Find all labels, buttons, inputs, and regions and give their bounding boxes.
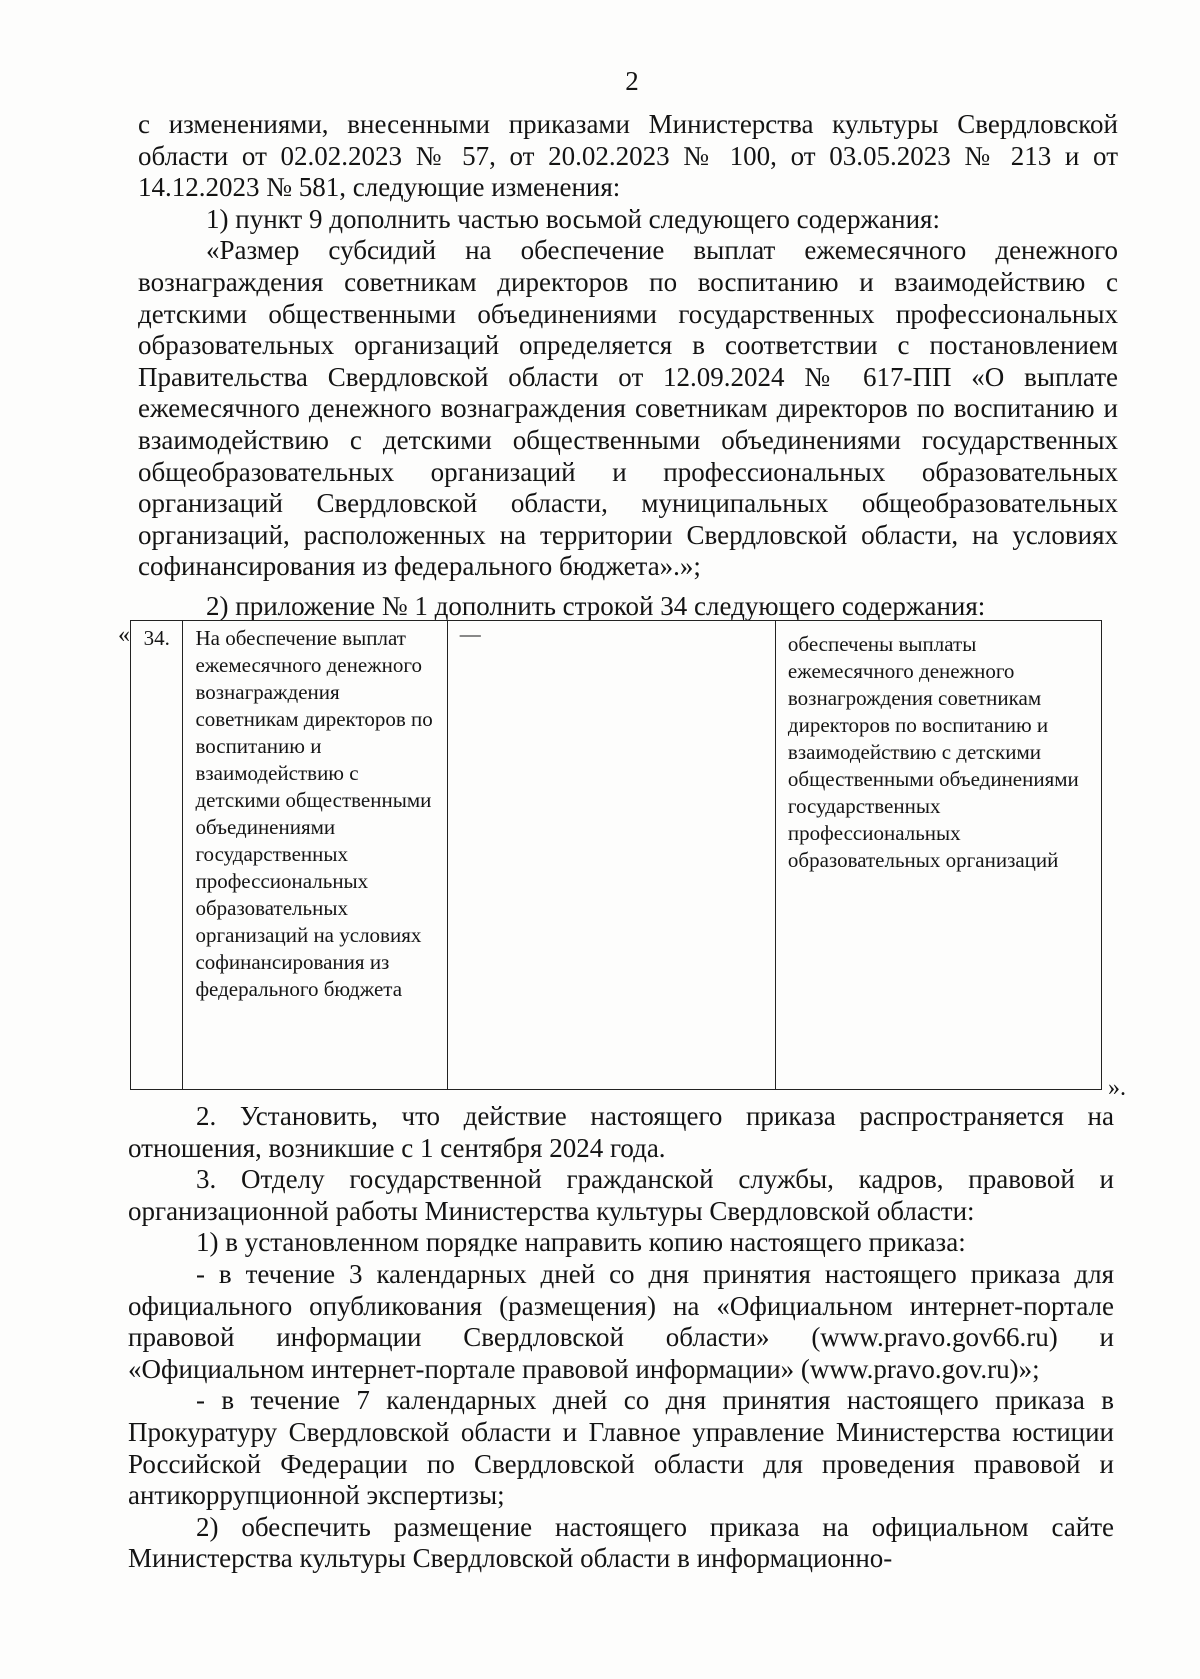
paragraph-3-item-1-dash-1: - в течение 3 календарных дней со дня принятия настоящего приказа для официального опубликования (размещения) на «Официальном интернет-портале правовой информации Свердловской области» (www.pravo.gov66.ru) и «Официальном интернет-портале правовой информации» (www.pravo.gov.ru)»;: [128, 1258, 1114, 1384]
intro-paragraph-amendments: с изменениями, внесенными приказами Министерства культуры Свердловской области от 02.02.2023 № 57, от 20.02.2023 № 100, от 03.05.2023 № 213 и от 14.12.2023 № 581, следующие изменения:: [138, 109, 1118, 203]
result-cell: обеспечены выплаты ежемесячного денежного вознагрождения советникам директоров по воспитанию и взаимодействию с детскими общественными объединениями государственных профессиональных образовательных организаций: [775, 621, 1101, 1090]
annex-table: [130, 620, 1102, 1090]
intro-text-block: [138, 109, 1118, 583]
table-close-quote: ».: [1108, 1075, 1126, 1101]
purpose-cell: [183, 621, 447, 1090]
row-number-cell: 34.: [131, 621, 183, 1090]
intro-paragraph-quoted-text: «Размер субсидий на обеспечение выплат ежемесячного денежного вознаграждения советникам директоров по воспитанию и взаимодействию с детскими общественными объединениями государственных профессиональных образовательных организаций определяется в соответствии с постановлением Правительства Свердловской области от 12.09.2024 № 617-ПП «О выплате ежемесячного денежного вознаграждения советникам директоров по воспитанию и взаимодействию с детскими общественными объединениями государственных общеобразовательных организаций и профессиональных образовательных организаций Свердловской области, муниципальных общеобразовательных организаций, расположенных на территории Свердловской области, на условиях софинансирования из федерального бюджета».»;: [138, 235, 1118, 582]
annex-paragraph: 2) приложение № 1 дополнить строкой 34 следующего содержания:: [206, 591, 986, 621]
paragraph-2: 2. Установить, что действие настоящего приказа распространяется на отношения, возникшие с 1 сентября 2024 года.: [128, 1101, 1114, 1163]
main-text-block: [128, 1101, 1114, 1575]
paragraph-3-item-1: 1) в установленном порядке направить копию настоящего приказа:: [196, 1227, 966, 1258]
paragraph-3-item-2: 2) обеспечить размещение настоящего приказа на официальном сайте Министерства культуры Свердловской области в информационно-: [128, 1511, 1114, 1574]
indicator-cell: —: [447, 621, 775, 1090]
intro-paragraph-item-1: 1) пункт 9 дополнить частью восьмой следующего содержания:: [206, 203, 940, 234]
table-open-quote: «: [118, 622, 130, 648]
table-row: [131, 621, 1102, 1090]
paragraph-3: 3. Отделу государственной гражданской службы, кадров, правовой и организационной работы Министерства культуры Свердловской области:: [128, 1164, 1114, 1226]
paragraph-3-item-1-dash-2: - в течение 7 календарных дней со дня принятия настоящего приказа в Прокуратуру Свердловской области и Главное управление Министерства юстиции Российской Федерации по Свердловской области для проведения правовой и антикоррупционной экспертизы;: [128, 1385, 1114, 1511]
purpose-text: На обеспечение выплат ежемесячного денежного вознаграждения советникам директоров по воспитанию и взаимодействию с детскими общественными объединениями государственных профессиональных образовательных организаций на условиях софинансирования из федерального бюджета: [195, 626, 433, 1001]
page-number: 2: [625, 66, 639, 96]
